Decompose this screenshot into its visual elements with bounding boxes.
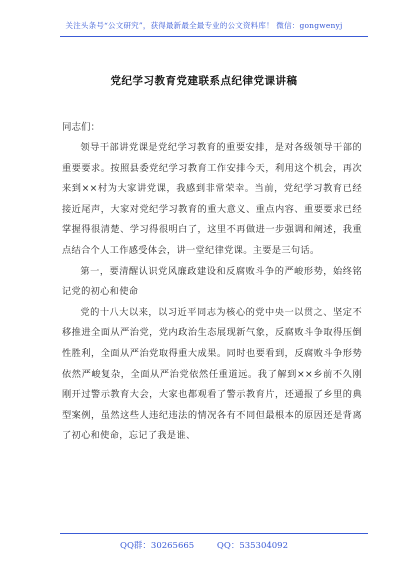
footer-divider <box>60 533 368 534</box>
paragraph-body: 党的十八大以来，以习近平同志为核心的党中央一以贯之、坚定不移推进全面从严治党，党内政治生态展现新气象，反腐败斗争取得压倒性胜利，全面从严治党取得重大成果。同时也要看到，反腐败斗争形势依然严峻复杂，全面从严治党依然任重道远。我了解到××乡前不久刚刚开过警示教育大会，大家也都观看了警示教育片，还通报了乡里的典型案例，虽然这些人违纪违法的情况各有不同但最根本的原因还是背离了初心和使命，忘记了我是谁、 <box>62 306 362 442</box>
paragraph-intro: 领导干部讲党课是党纪学习教育的重要安排，是对各级领导干部的重要要求。按照县委党纪学习教育工作安排今天，利用这个机会，再次来到××村为大家讲党课，我感到非常荣幸。当前，党纪学习教育已经接近尾声，大家对党纪学习教育的重大意义、重点内容、重要要求已经掌握得很清楚、学习得很明白了，这里不再做进一步强调和阐述，我重点结合个人工作感受体会，讲一堂纪律党课。主要是三句话。 <box>62 142 362 256</box>
footer-contact <box>0 539 408 551</box>
header-promo-text: 关注头条号“公文研究”，获得最新最全最专业的公文资料库！ 微信：gongwenyj <box>65 21 343 30</box>
salutation: 同志们： <box>62 122 101 133</box>
document-body <box>62 118 362 447</box>
footer-qq: QQ：535304092 <box>216 541 288 551</box>
header-divider <box>60 36 368 37</box>
paragraph-section-heading: 第一，要清醒认识党风廉政建设和反腐败斗争的严峻形势，始终铭记党的初心和使命 <box>62 265 362 298</box>
document-title: 党纪学习教育党建联系点纪律党课讲稿 <box>110 75 298 87</box>
footer-qq-group: QQ群：30265665 <box>119 541 195 551</box>
